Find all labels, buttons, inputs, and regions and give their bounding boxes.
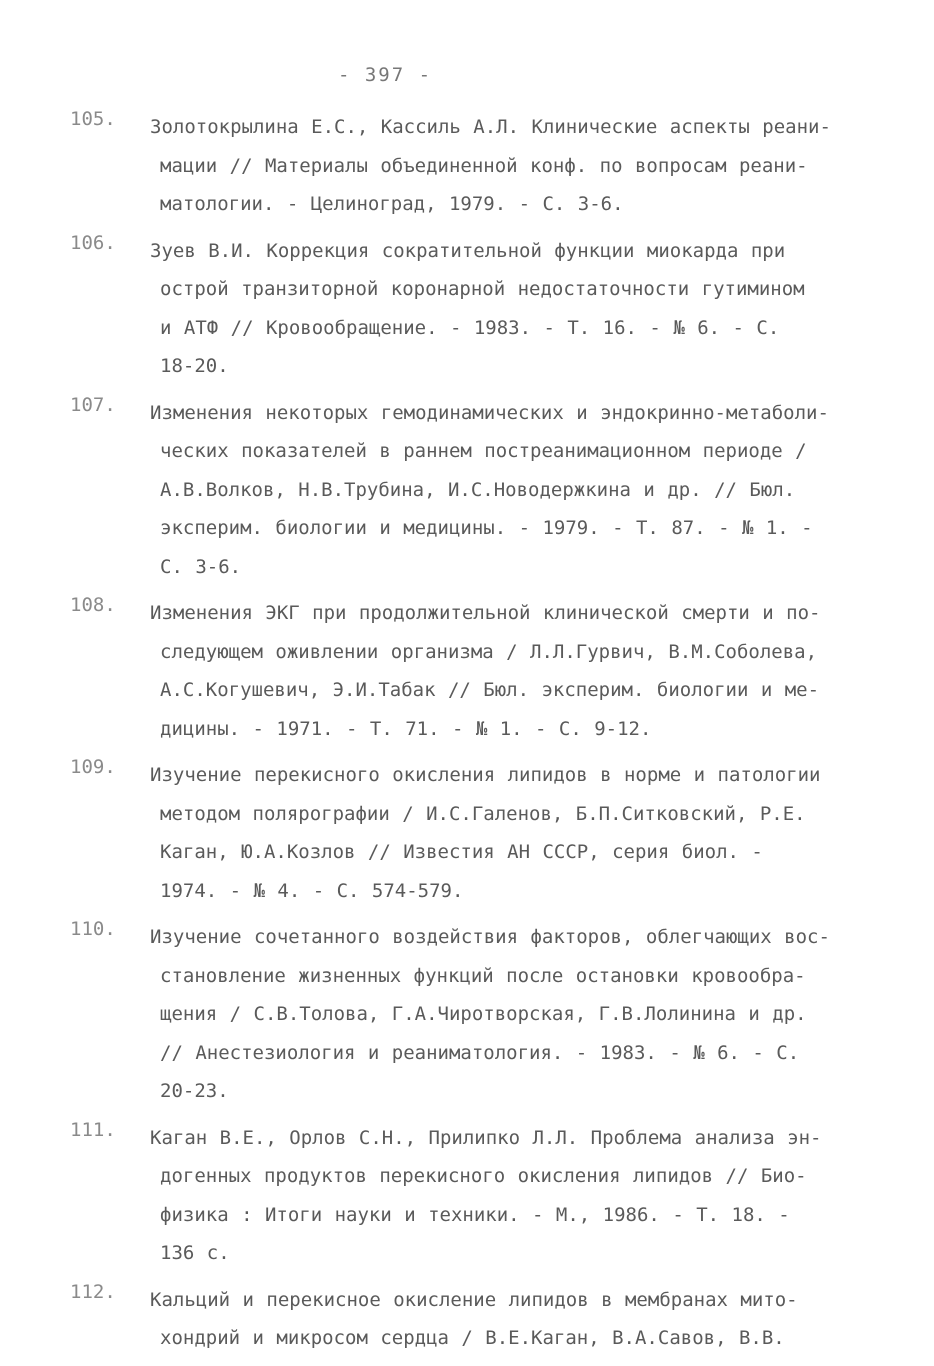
entry-text-line: Зуев В.И. Коррекция сократительной функции миокарда при — [150, 239, 786, 262]
bibliography-entry — [70, 108, 840, 224]
entry-text-line: Изменения ЭКГ при продолжительной клинической смерти и по- — [150, 602, 821, 624]
entry-number: 109. — [70, 756, 116, 778]
entry-text-line: мации // Материалы объединенной конф. по вопросам реани- — [160, 154, 808, 177]
entry-text-line: эксперим. биологии и медицины. - 1979. - Т. 87. - № 1. - — [160, 517, 813, 539]
entry-number: 107. — [70, 393, 116, 416]
entry-text-line: 136 с. — [160, 1242, 230, 1264]
entry-text-line: Каган, Ю.А.Козлов // Известия АН СССР, серия биол. - — [160, 841, 763, 863]
bibliography-entry — [70, 918, 840, 1111]
entry-text-line: щения / С.В.Толова, Г.А.Чиротворская, Г.В.Лолинина и др. — [160, 1003, 807, 1025]
entry-text-line: догенных продуктов перекисного окисления липидов // Био- — [160, 1165, 807, 1187]
entry-text-line: Изучение сочетанного воздействия факторов, облегчающих вос- — [150, 926, 830, 948]
entry-number: 112. — [70, 1280, 116, 1303]
entry-text-line: следующем оживлении организма / Л.Л.Гурвич, В.М.Соболева, — [160, 640, 818, 663]
bibliography-entry — [70, 756, 840, 910]
entry-text-line: // Анестезиология и реаниматология. - 1983. - № 6. - С. — [160, 1041, 800, 1064]
entry-text-line: 20-23. — [160, 1080, 229, 1102]
bibliography-entry — [70, 232, 840, 386]
entry-text-line: Каган В.Е., Орлов С.Н., Прилипко Л.Л. Проблема анализа эн- — [150, 1126, 822, 1149]
entry-text-line: Изменения некоторых гемодинамических и эндокринно-метаболи- — [150, 401, 829, 424]
entry-text-line: Золотокрылина Е.С., Кассиль А.Л. Клинические аспекты реани- — [150, 116, 831, 138]
entry-text-line: А.В.Волков, Н.В.Трубина, И.С.Новодержкина и др. // Бюл. — [160, 478, 796, 501]
entry-number: 105. — [70, 108, 116, 130]
entry-number: 110. — [70, 918, 116, 940]
entry-text-line: дицины. - 1971. - Т. 71. - № 1. - С. 9-12. — [160, 717, 652, 740]
entry-text-line: 1974. - № 4. - С. 574-579. — [160, 879, 464, 902]
entry-text-line: 18-20. — [160, 355, 229, 377]
entry-text-line: и АТФ // Кровообращение. - 1983. - Т. 16. - № 6. - С. — [160, 316, 780, 339]
entry-number: 111. — [70, 1118, 116, 1141]
page-number: - 397 - — [337, 64, 433, 86]
entry-text-line: становление жизненных функций после остановки кровообра- — [160, 964, 806, 987]
entry-text-line: А.С.Когушевич, Э.И.Табак // Бюл. эксперим. биологии и ме- — [160, 679, 820, 701]
bibliography-entry — [70, 394, 840, 587]
bibliography-entry — [70, 1281, 840, 1358]
entry-number: 108. — [70, 594, 116, 616]
bibliography-entry — [70, 1119, 840, 1273]
entry-text-line: С. 3-6. — [160, 555, 242, 578]
entry-text-line: Изучение перекисного окисления липидов в норме и патологии — [150, 764, 821, 786]
entry-text-line: физика : Итоги науки и техники. - М., 1986. - Т. 18. - — [160, 1203, 790, 1226]
entry-text-line: Кальций и перекисное окисление липидов в мембранах мито- — [150, 1288, 798, 1311]
entry-number: 106. — [70, 231, 116, 254]
entry-text-line: ческих показателей в раннем постреанимационном периоде / — [160, 440, 807, 462]
entry-text-line: методом полярографии / И.С.Галенов, Б.П.Ситковский, Р.Е. — [160, 802, 806, 825]
bibliography-entry — [70, 594, 840, 748]
entry-text-line: острой транзиторной коронарной недостаточности гутимином — [160, 278, 805, 300]
entry-text-line: матологии. - Целиноград, 1979. - С. 3-6. — [160, 193, 624, 215]
entry-text-line: хондрий и микросом сердца / В.Е.Каган, В.А.Савов, В.В. — [160, 1327, 785, 1349]
bibliography-list — [70, 108, 840, 1366]
